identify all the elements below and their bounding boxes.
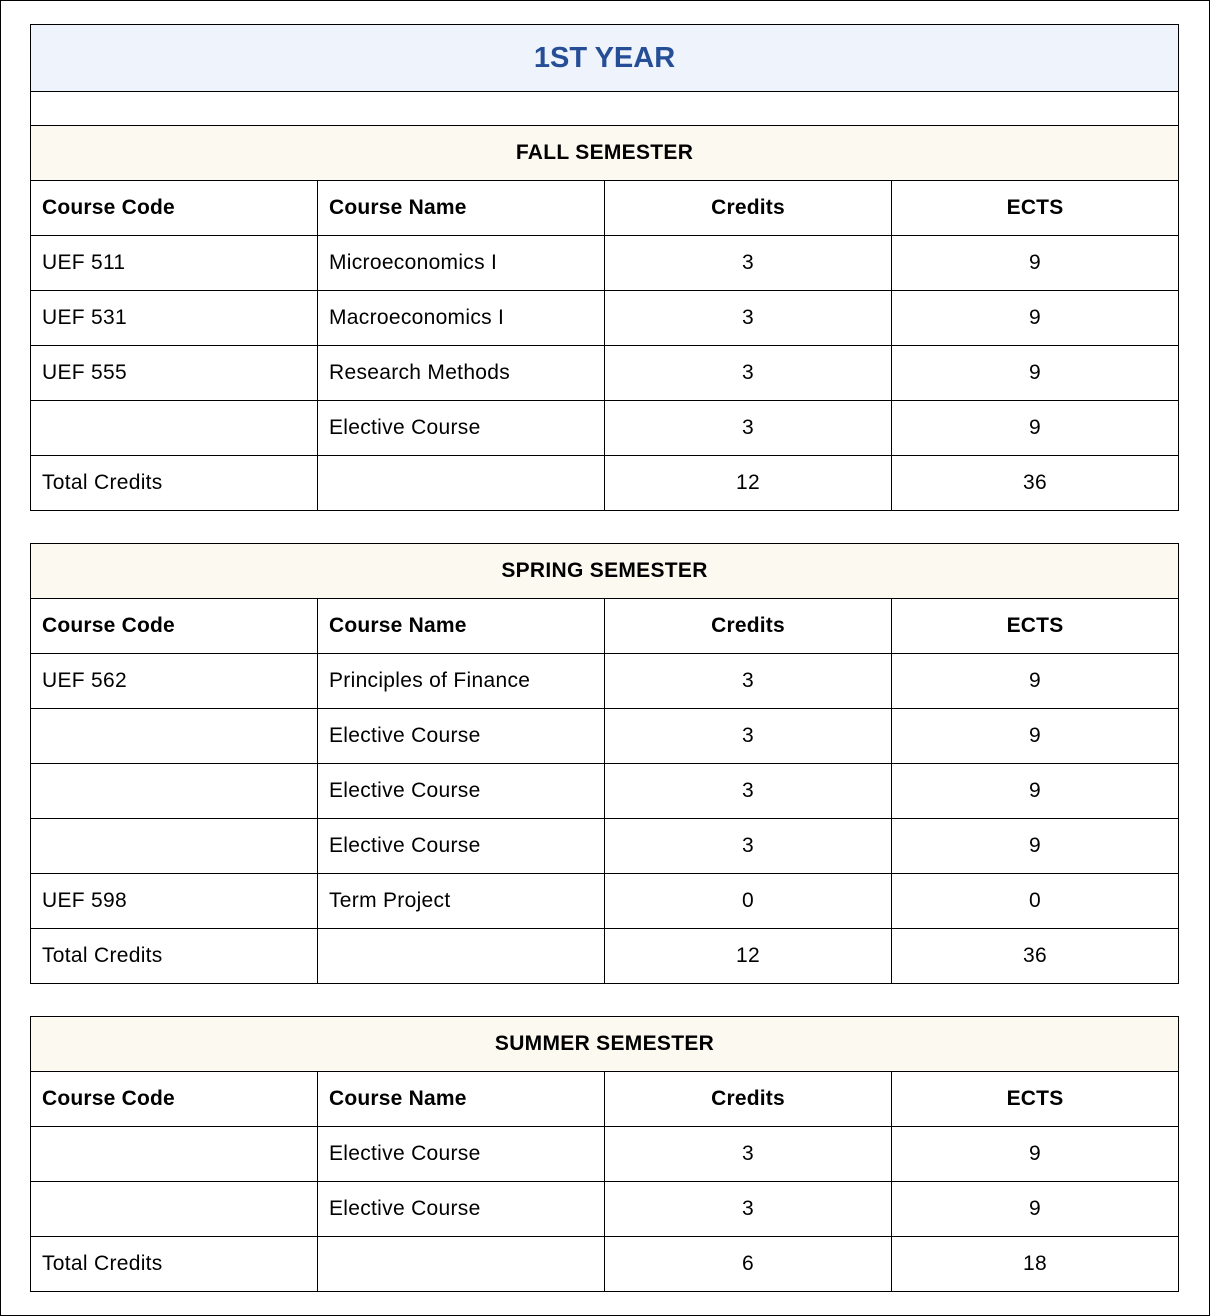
course-name: Elective Course [318, 1127, 605, 1182]
total-row [31, 929, 1179, 984]
course-code: UEF 531 [31, 291, 318, 346]
summer-semester-block [30, 1016, 1179, 1292]
table-row [31, 819, 1179, 874]
column-header-course-name: Course Name [318, 1072, 605, 1127]
course-code: UEF 562 [31, 654, 318, 709]
table-row [31, 236, 1179, 291]
course-credits: 3 [605, 1182, 892, 1237]
course-credits: 3 [605, 709, 892, 764]
table-row [31, 654, 1179, 709]
course-code: UEF 598 [31, 874, 318, 929]
course-credits: 3 [605, 291, 892, 346]
course-ects: 9 [892, 1127, 1179, 1182]
course-credits: 3 [605, 764, 892, 819]
total-credits: 12 [605, 929, 892, 984]
course-code [31, 1127, 318, 1182]
semester-header-row [31, 1017, 1179, 1072]
spring-semester-block [30, 543, 1179, 984]
semester-title: FALL SEMESTER [31, 126, 1179, 181]
course-code: UEF 511 [31, 236, 318, 291]
column-header-ects: ECTS [892, 599, 1179, 654]
column-header-row [31, 181, 1179, 236]
summer-semester-table [30, 1016, 1179, 1292]
course-name: Principles of Finance [318, 654, 605, 709]
column-header-ects: ECTS [892, 1072, 1179, 1127]
total-label: Total Credits [31, 929, 318, 984]
course-credits: 3 [605, 401, 892, 456]
course-code [31, 709, 318, 764]
course-ects: 9 [892, 1182, 1179, 1237]
column-header-course-name: Course Name [318, 181, 605, 236]
course-name: Elective Course [318, 709, 605, 764]
course-code [31, 401, 318, 456]
column-header-credits: Credits [605, 599, 892, 654]
semester-header-row [31, 126, 1179, 181]
spacer-cell [31, 92, 1179, 126]
year-title-row [31, 25, 1179, 92]
column-header-course-code: Course Code [31, 1072, 318, 1127]
year-title: 1ST YEAR [31, 25, 1179, 92]
spring-semester-table [30, 543, 1179, 984]
course-credits: 3 [605, 236, 892, 291]
table-row [31, 346, 1179, 401]
total-name [318, 929, 605, 984]
course-name: Macroeconomics I [318, 291, 605, 346]
course-code [31, 1182, 318, 1237]
semester-title: SPRING SEMESTER [31, 544, 1179, 599]
course-ects: 9 [892, 236, 1179, 291]
course-ects: 9 [892, 291, 1179, 346]
total-name [318, 1237, 605, 1292]
total-label: Total Credits [31, 456, 318, 511]
course-ects: 9 [892, 764, 1179, 819]
course-name: Elective Course [318, 819, 605, 874]
course-name: Research Methods [318, 346, 605, 401]
table-row [31, 291, 1179, 346]
table-row [31, 709, 1179, 764]
total-row [31, 456, 1179, 511]
column-header-row [31, 599, 1179, 654]
semester-header-row [31, 544, 1179, 599]
table-row [31, 1182, 1179, 1237]
course-code: UEF 555 [31, 346, 318, 401]
column-header-course-name: Course Name [318, 599, 605, 654]
course-code [31, 764, 318, 819]
total-credits: 6 [605, 1237, 892, 1292]
course-credits: 3 [605, 819, 892, 874]
column-header-credits: Credits [605, 181, 892, 236]
course-credits: 3 [605, 654, 892, 709]
course-name: Term Project [318, 874, 605, 929]
total-ects: 18 [892, 1237, 1179, 1292]
fall-semester-table [30, 24, 1179, 511]
course-ects: 9 [892, 819, 1179, 874]
column-header-course-code: Course Code [31, 181, 318, 236]
spacer-row [31, 92, 1179, 126]
table-row [31, 401, 1179, 456]
column-header-course-code: Course Code [31, 599, 318, 654]
column-header-row [31, 1072, 1179, 1127]
course-ects: 9 [892, 709, 1179, 764]
course-ects: 0 [892, 874, 1179, 929]
table-row [31, 874, 1179, 929]
column-header-credits: Credits [605, 1072, 892, 1127]
column-header-ects: ECTS [892, 181, 1179, 236]
course-ects: 9 [892, 654, 1179, 709]
course-name: Microeconomics I [318, 236, 605, 291]
fall-semester-block [30, 24, 1179, 511]
course-credits: 3 [605, 346, 892, 401]
course-credits: 3 [605, 1127, 892, 1182]
course-code [31, 819, 318, 874]
total-row [31, 1237, 1179, 1292]
course-name: Elective Course [318, 1182, 605, 1237]
total-label: Total Credits [31, 1237, 318, 1292]
course-name: Elective Course [318, 764, 605, 819]
table-row [31, 1127, 1179, 1182]
total-ects: 36 [892, 456, 1179, 511]
table-row [31, 764, 1179, 819]
total-ects: 36 [892, 929, 1179, 984]
semester-title: SUMMER SEMESTER [31, 1017, 1179, 1072]
course-credits: 0 [605, 874, 892, 929]
course-ects: 9 [892, 401, 1179, 456]
course-name: Elective Course [318, 401, 605, 456]
total-credits: 12 [605, 456, 892, 511]
course-ects: 9 [892, 346, 1179, 401]
total-name [318, 456, 605, 511]
